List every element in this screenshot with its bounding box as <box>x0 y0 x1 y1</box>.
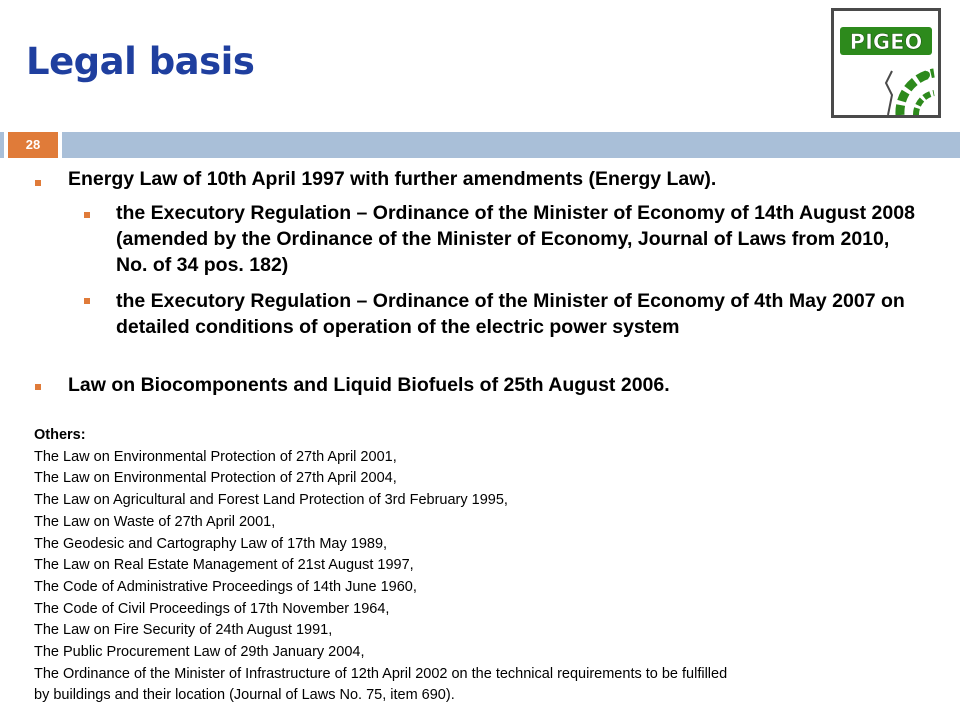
slide-number: 28 <box>8 132 58 158</box>
slide-title: Legal basis <box>26 40 255 83</box>
bar-right-segment <box>62 132 960 158</box>
bullet-icon <box>84 298 90 304</box>
others-heading: Others: <box>34 427 86 443</box>
others-line: The Law on Agricultural and Forest Land Protection of 3rd February 1995, <box>34 492 508 509</box>
others-line: The Law on Environmental Protection of 27th April 2001, <box>34 448 397 465</box>
others-line: The Law on Real Estate Management of 21st August 1997, <box>34 557 414 574</box>
bullet-icon <box>84 212 90 218</box>
others-section <box>34 425 944 707</box>
others-line: The Law on Environmental Protection of 27th April 2004, <box>34 470 397 487</box>
bullet-icon <box>35 384 41 390</box>
list-item: Energy Law of 10th April 1997 with further amendments (Energy Law). <box>68 168 717 190</box>
others-line: by buildings and their location (Journal of Laws No. 75, item 690). <box>34 687 455 704</box>
others-line: The Law on Waste of 27th April 2001, <box>34 513 276 530</box>
others-line: The Code of Administrative Proceedings of 14th June 1960, <box>34 578 417 595</box>
list-item: Law on Biocomponents and Liquid Biofuels of 25th August 2006. <box>68 374 670 396</box>
sub-list-item: the Executory Regulation – Ordinance of the Minister of Economy of 4th May 2007 on detailed conditions of operation of the electric power system <box>116 290 905 338</box>
sub-list-item: the Executory Regulation – Ordinance of the Minister of Economy of 14th August 2008 (amended by the Ordinance of the Minister of Economy, Journal of Laws from 2010, No. of 34 pos. 182) <box>116 202 915 276</box>
others-line: The Ordinance of the Minister of Infrastructure of 12th April 2002 on the technical requirements to be fulfilled <box>34 665 728 682</box>
others-line: The Code of Civil Proceedings of 17th November 1964, <box>34 600 390 617</box>
pigeo-logo-graphic <box>834 11 938 115</box>
others-line: The Geodesic and Cartography Law of 17th May 1989, <box>34 535 388 552</box>
others-line: The Law on Fire Security of 24th August 1991, <box>34 622 333 639</box>
bullet-icon <box>35 180 41 186</box>
bar-left-segment <box>0 132 4 158</box>
logo-text: PIGEO <box>849 30 923 54</box>
others-line: The Public Procurement Law of 29th January 2004, <box>34 644 365 661</box>
slide-number-bar <box>0 132 960 158</box>
pigeo-logo <box>831 8 941 118</box>
